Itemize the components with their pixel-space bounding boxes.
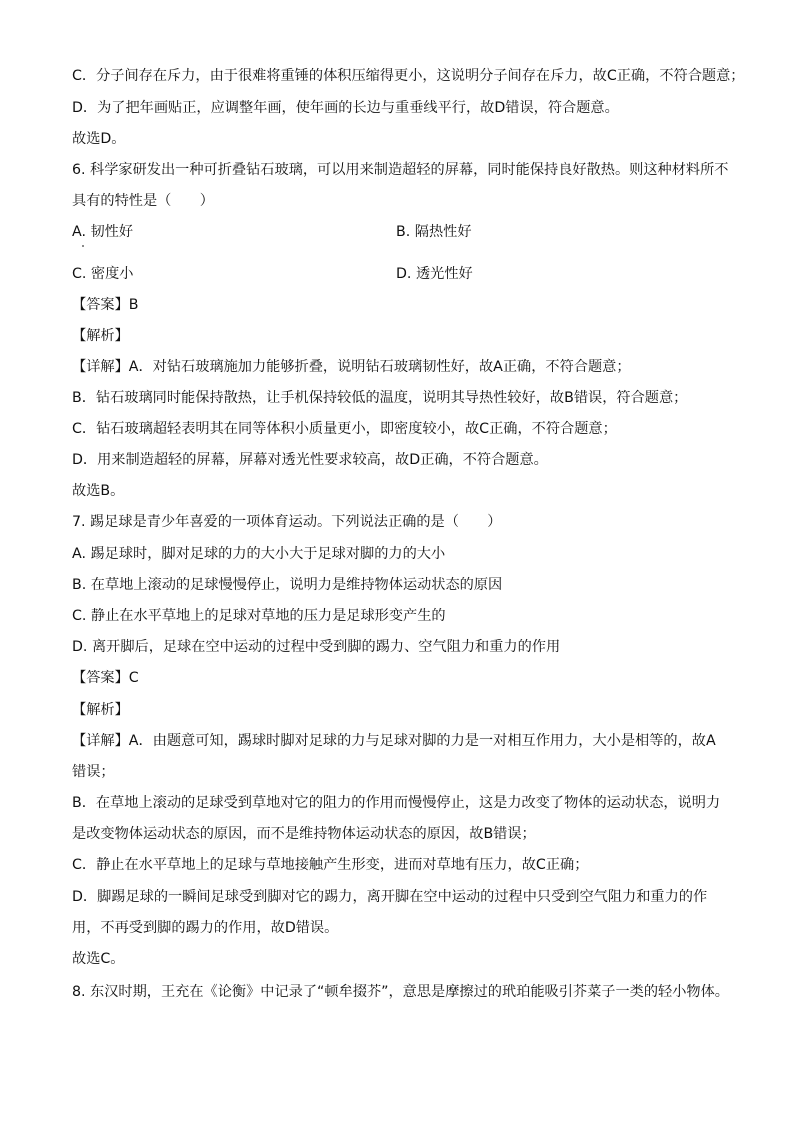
- question-7-option-b: B. 在草地上滚动的足球慢慢停止，说明力是维持物体运动状态的原因: [72, 577, 503, 593]
- detail-line: 是改变物体运动状态的原因，而不是维持物体运动状态的原因，故B错误；: [72, 826, 536, 842]
- question-7-option-a: A. 踢足球时，脚对足球的力的大小大于足球对脚的力的大小: [72, 546, 446, 562]
- text-line: C．分子间存在斥力，由于很难将重锤的体积压缩得更小，这说明分子间存在斥力，故C正确，不符合题意；: [72, 68, 745, 84]
- question-6-stem-cont: 具有的特性是（ ）: [72, 193, 214, 209]
- detail-line: B．在草地上滚动的足球受到草地对它的阻力的作用而慢慢停止，这是力改变了物体的运动状态，说明力: [72, 795, 721, 811]
- question-7-option-c: C. 静止在水平草地上的足球对草地的压力是足球形变产生的: [72, 608, 446, 624]
- answer-label: 【答案】C: [72, 670, 139, 686]
- detail-line: 【详解】A．由题意可知，踢球时脚对足球的力与足球对脚的力是一对相互作用力，大小是相等的，故A: [72, 733, 716, 749]
- question-7-stem: 7. 踢足球是青少年喜爱的一项体育运动。下列说法正确的是（ ）: [72, 514, 502, 530]
- analysis-label: 【解析】: [72, 702, 129, 718]
- question-6-option-b: B. 隔热性好: [396, 224, 472, 240]
- detail-line: D．用来制造超轻的屏幕，屏幕对透光性要求较高，故D正确，不符合题意。: [72, 452, 548, 468]
- detail-line: C．钻石玻璃超轻表明其在同等体积小质量更小，即密度较小，故C正确，不符合题意；: [72, 421, 617, 437]
- analysis-label: 【解析】: [72, 328, 129, 344]
- question-6-stem: 6. 科学家研发出一种可折叠钻石玻璃，可以用来制造超轻的屏幕，同时能保持良好散热。则这种材料所不: [72, 162, 729, 178]
- detail-line: D．脚踢足球的一瞬间足球受到脚对它的踢力，离开脚在空中运动的过程中只受到空气阻力和重力的作: [72, 889, 708, 905]
- question-8-stem: 8. 东汉时期，王充在《论衡》中记录了“顿牟掇芥”，意思是摩擦过的玳珀能吸引芥菜子一类的轻小物体。: [72, 984, 729, 1000]
- question-6-option-a: A. 韧性好: [72, 224, 134, 240]
- detail-line: B．钻石玻璃同时能保持散热，让手机保持较低的温度，说明其导热性较好，故B错误，符合题意；: [72, 390, 688, 406]
- question-6-option-d: D. 透光性好: [396, 266, 473, 282]
- detail-line: 错误；: [72, 764, 115, 780]
- detail-line: 【详解】A．对钻石玻璃施加力能够折叠，说明钻石玻璃韧性好，故A正确，不符合题意；: [72, 359, 631, 375]
- selection-line: 故选B。: [72, 483, 125, 499]
- detail-line: 用，不再受到脚的踢力的作用，故D错误。: [72, 920, 339, 936]
- detail-line: C．静止在水平草地上的足球与草地接触产生形变，进而对草地有压力，故C正确；: [72, 857, 589, 873]
- answer-label: 【答案】B: [72, 297, 139, 313]
- text-line: D．为了把年画贴正，应调整年画，使年画的长边与重垂线平行，故D错误，符合题意。: [72, 100, 619, 116]
- question-7-option-d: D. 离开脚后，足球在空中运动的过程中受到脚的踢力、空气阻力和重力的作用: [72, 639, 561, 655]
- question-6-option-c: C. 密度小: [72, 266, 134, 282]
- text-line: 故选D。: [72, 131, 126, 147]
- stray-dot: [82, 245, 84, 247]
- selection-line: 故选C。: [72, 951, 125, 967]
